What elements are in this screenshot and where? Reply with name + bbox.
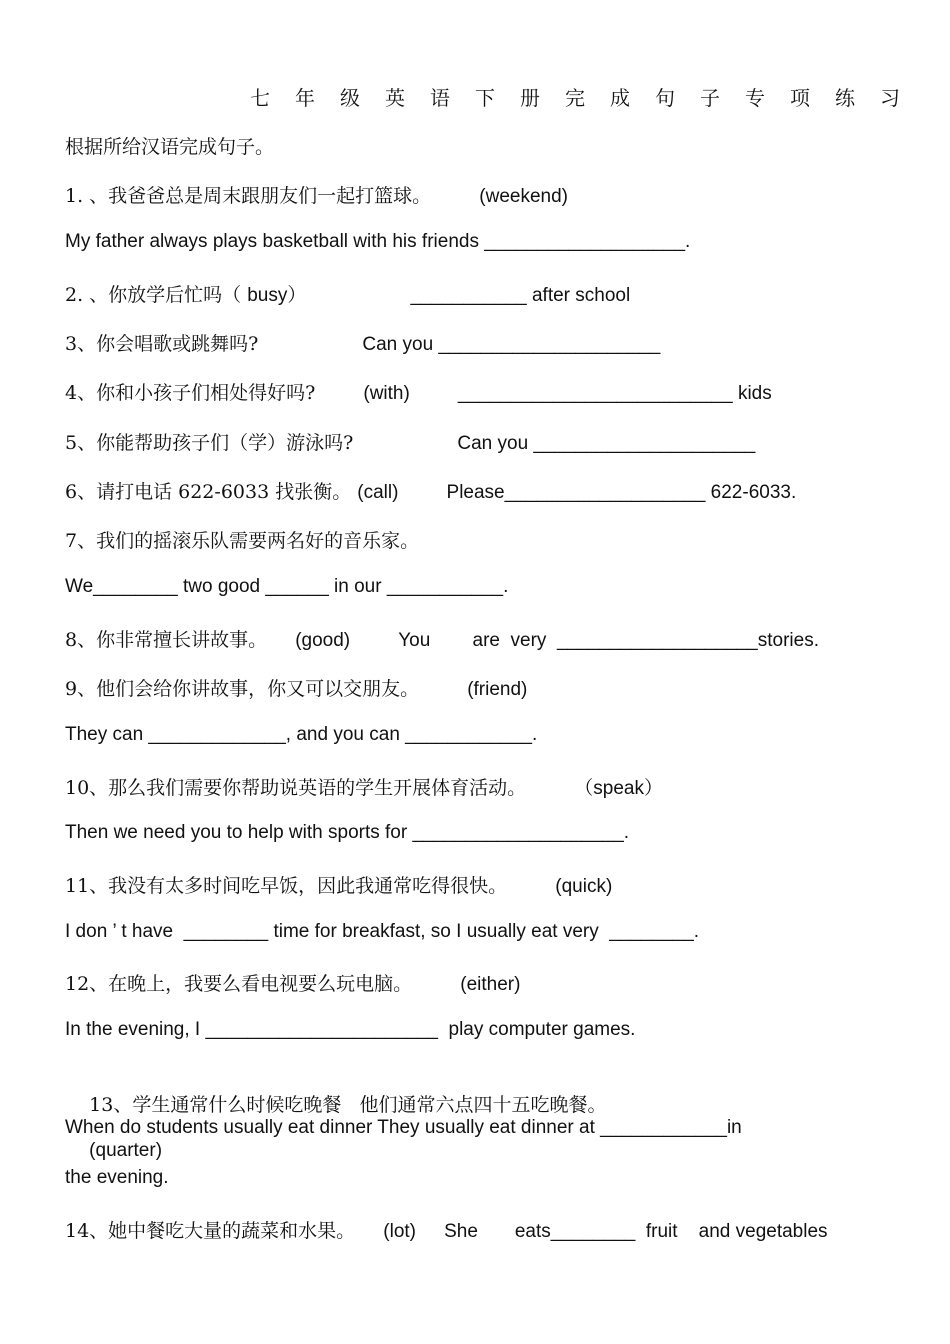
exercise-9-hint: (friend) — [467, 679, 528, 700]
exercise-12-hint: (either) — [460, 974, 521, 995]
exercise-14 — [65, 1216, 828, 1244]
exercise-3 — [65, 329, 660, 357]
exercise-12-cn: 12、在晚上，我要么看电视要么玩电脑。 — [65, 973, 413, 995]
exercise-6-cn: 6、请打电话 622-6033 找张衡。 — [65, 481, 352, 503]
exercise-10-answer: Then we need you to help with sports for ____________________. — [65, 822, 630, 843]
exercise-11-hint: (quick) — [555, 876, 613, 897]
exercise-1-hint: (weekend) — [479, 186, 568, 207]
exercise-6-answer: Please___________________ 622-6033. — [446, 482, 797, 503]
exercise-7-prompt: 7、我们的摇滚乐队需要两名好的音乐家。 — [65, 530, 420, 552]
exercise-5 — [65, 428, 755, 456]
exercise-3-answer: Can you _____________________ — [362, 334, 661, 355]
instruction-line: 根据所给汉语完成句子。 — [65, 136, 275, 158]
exercise-13-hint: (quarter) — [89, 1140, 163, 1161]
exercise-3-cn: 3、你会唱歌或跳舞吗? — [65, 333, 259, 355]
exercise-11-cn: 11、我没有太多时间吃早饭，因此我通常吃得很快。 — [65, 875, 508, 897]
exercise-4-cn: 4、你和小孩子们相处得好吗? — [65, 382, 316, 404]
exercise-8-hint: (good) — [295, 630, 351, 651]
exercise-10-prompt — [65, 773, 663, 801]
exercise-5-answer: Can you _____________________ — [457, 433, 756, 454]
exercise-8-cn: 8、你非常擅长讲故事。 — [65, 629, 268, 651]
exercise-9-cn: 9、他们会给你讲故事，你又可以交朋友。 — [65, 678, 420, 700]
exercise-1-answer: My father always plays basketball with his friends ___________________. — [65, 231, 691, 252]
exercise-14-cn: 14、她中餐吃大量的蔬菜和水果。 — [65, 1220, 356, 1242]
exercise-11-prompt — [65, 871, 612, 899]
exercise-1-prompt — [65, 181, 568, 209]
exercise-10-cn: 10、那么我们需要你帮助说英语的学生开展体育活动。 — [65, 777, 527, 799]
exercise-8-answer: You are very ___________________stories. — [398, 630, 819, 651]
exercise-9-answer: They can _____________, and you can ____________. — [65, 724, 538, 745]
exercise-13-cn: 13、学生通常什么时候吃晚餐 他们通常六点四十五吃晚餐。 — [89, 1094, 607, 1116]
exercise-2-cn: 2. 、你放学后忙吗（ — [65, 284, 242, 306]
exercise-7-answer: We________ two good ______ in our ___________. — [65, 576, 509, 597]
exercise-2-hint: busy） — [247, 285, 307, 306]
exercise-9-prompt — [65, 674, 527, 702]
exercise-14-answer: She eats________ fruit and vegetables — [444, 1221, 828, 1242]
exercise-2-answer: ___________ after school — [410, 285, 631, 306]
exercise-6-hint: (call) — [357, 482, 399, 503]
exercise-10-hint: （speak） — [574, 778, 663, 799]
exercise-5-cn: 5、你能帮助孩子们（学）游泳吗? — [65, 432, 354, 454]
exercise-4-hint: (with) — [363, 383, 410, 404]
exercise-12-answer: In the evening, I ______________________ play computer games. — [65, 1019, 636, 1040]
exercise-13-answer-cont: the evening. — [65, 1167, 169, 1188]
exercise-13-answer: When do students usually eat dinner They usually eat dinner at ____________in — [65, 1117, 742, 1138]
exercise-2 — [65, 280, 630, 308]
exercise-6 — [65, 477, 796, 505]
exercise-14-hint: (lot) — [383, 1221, 417, 1242]
exercise-12-prompt — [65, 969, 520, 997]
exercise-8 — [65, 625, 819, 653]
exercise-4 — [65, 378, 772, 406]
page-title: 七年级英语下册完成句子专项练习 — [250, 86, 925, 110]
exercise-1-cn: 1. 、我爸爸总是周末跟朋友们一起打篮球。 — [65, 185, 432, 207]
exercise-11-answer: I don ’ t have ________ time for breakfast, so I usually eat very ________. — [65, 921, 700, 942]
exercise-4-answer: __________________________ kids — [457, 383, 772, 404]
